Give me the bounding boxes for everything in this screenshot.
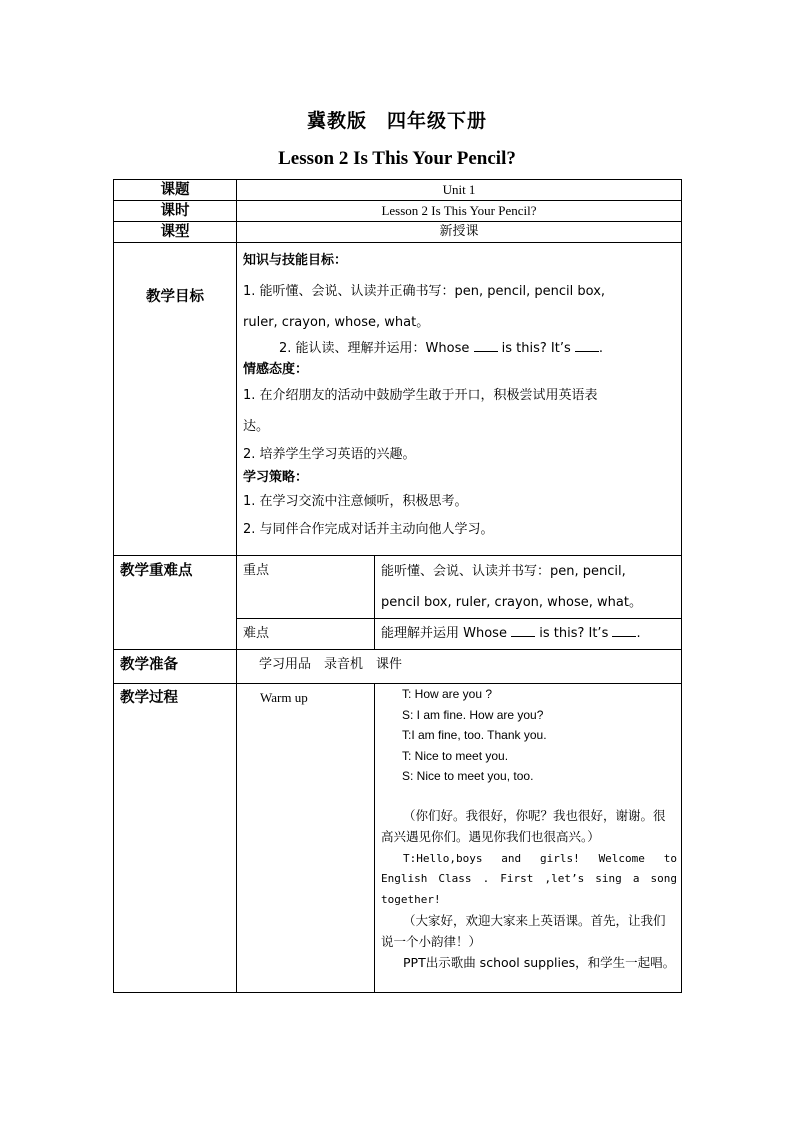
difficulty-prefix: 能理解并运用 Whose	[381, 626, 507, 641]
key-label: 重点	[237, 556, 375, 619]
row-topic	[114, 180, 682, 201]
row-period	[114, 201, 682, 222]
blank-line	[575, 350, 599, 352]
row-process	[114, 684, 682, 993]
process-content	[375, 684, 682, 993]
process-step: Warm up	[237, 684, 375, 993]
knowledge-item-1a: 1. 能听懂、会说、认读并正确书写：pen, pencil, pencil box,	[243, 284, 606, 299]
dialog-line: T:I am fine, too. Thank you.	[402, 728, 547, 742]
keypoints-label: 教学重难点	[114, 556, 237, 650]
process-label: 教学过程	[114, 684, 237, 993]
emotion-item-2: 2. 培养学生学习英语的兴趣。	[243, 447, 416, 462]
k2-prefix: 2. 能认读、理解并运用：Whose	[279, 341, 470, 356]
dialog-line: T: Nice to meet you.	[402, 748, 509, 763]
goals-content	[237, 243, 682, 556]
translation-2: （大家好，欢迎大家来上英语课。首先，让我们说一个小韵律！）	[381, 913, 666, 949]
row-keypoint	[114, 556, 682, 619]
key-content	[375, 556, 682, 619]
goals-label: 教学目标	[114, 243, 237, 556]
difficulty-end: .	[636, 626, 641, 641]
period-value: Lesson 2 Is This Your Pencil?	[237, 201, 682, 222]
key-line-1: 能听懂、会说、认读并书写：pen, pencil,	[381, 564, 626, 579]
difficulty-label: 难点	[237, 619, 375, 650]
k2-mid: is this? It’s	[501, 341, 571, 356]
strategy-item-2: 2. 与同伴合作完成对话并主动向他人学习。	[243, 522, 494, 537]
topic-value: Unit 1	[237, 180, 682, 201]
lesson-plan-table	[113, 179, 682, 993]
teacher-greeting: T:Hello,boys and girls! Welcome to English Class . First ,let’s sing a song together!	[381, 851, 677, 906]
topic-label: 课题	[114, 180, 237, 201]
dialog-line: S: Nice to meet you, too.	[402, 769, 534, 783]
period-label: 课时	[114, 201, 237, 222]
strategy-heading: 学习策略：	[243, 470, 309, 485]
emotion-item-1b: 达。	[243, 419, 270, 434]
difficulty-content	[375, 619, 682, 650]
knowledge-item-2	[243, 338, 681, 360]
row-goals	[114, 243, 682, 556]
prep-value: 学习用品 录音机 课件	[237, 650, 682, 684]
blank-line	[612, 635, 636, 637]
type-value: 新授课	[237, 222, 682, 243]
dialog-line: S: I am fine. How are you?	[402, 707, 544, 722]
knowledge-heading: 知识与技能目标：	[243, 253, 348, 268]
knowledge-item-1b: ruler, crayon, whose, what。	[243, 315, 430, 330]
type-label: 课型	[114, 222, 237, 243]
dialog-line: T: How are you ?	[402, 687, 493, 701]
key-line-2: pencil box, ruler, crayon, whose, what。	[381, 595, 642, 610]
row-prep	[114, 650, 682, 684]
ppt-note: PPT出示歌曲 school supplies，和学生一起唱。	[403, 955, 676, 970]
row-type	[114, 222, 682, 243]
k2-end: .	[598, 341, 604, 356]
prep-label: 教学准备	[114, 650, 237, 684]
page-title: 冀教版 四年级下册	[306, 110, 487, 132]
strategy-item-1: 1. 在学习交流中注意倾听，积极思考。	[243, 494, 468, 509]
blank-line	[474, 350, 498, 352]
blank-line	[511, 635, 535, 637]
difficulty-mid: is this? It’s	[539, 626, 609, 641]
emotion-item-1a: 1. 在介绍朋友的活动中鼓励学生敢于开口，积极尝试用英语表	[243, 388, 598, 403]
lesson-title: Lesson 2 Is This Your Pencil?	[278, 148, 516, 169]
translation-1: （你们好。我很好，你呢？我也很好，谢谢。很高兴遇见你们。遇见你我们也很高兴。）	[381, 807, 666, 844]
emotion-heading: 情感态度：	[243, 362, 309, 377]
